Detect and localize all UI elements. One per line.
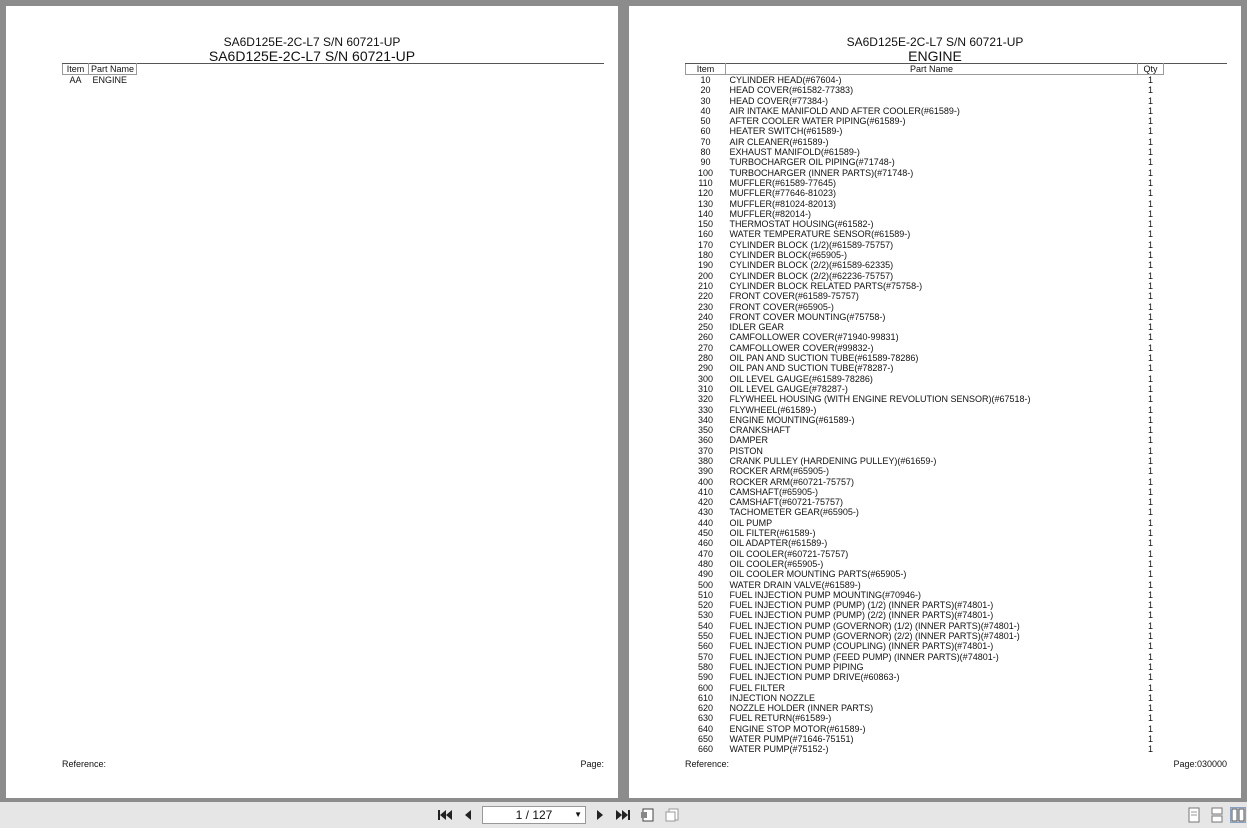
table-row	[686, 662, 1228, 672]
item-number: 30	[700, 95, 711, 106]
item-number: 460	[697, 538, 714, 549]
item-number: 450	[697, 528, 714, 539]
part-name: CYLINDER BLOCK (1/2)(#61589-75757)	[729, 239, 894, 250]
quantity: 1	[1147, 105, 1153, 116]
table-row	[686, 332, 1228, 342]
item-number: 420	[697, 497, 714, 508]
item-number: 60	[700, 126, 711, 137]
part-name: CYLINDER BLOCK RELATED PARTS(#75758-)	[729, 280, 923, 291]
left-page	[6, 6, 618, 798]
page-header-model: SA6D125E-2C-L7 S/N 60721-UP	[223, 35, 401, 49]
table-row	[686, 580, 1228, 590]
part-name: FUEL INJECTION PUMP (PUMP) (2/2) (INNER PARTS)(#74801-)	[729, 610, 994, 621]
part-name: WATER TEMPERATURE SENSOR(#61589-)	[729, 229, 911, 240]
table-row	[686, 610, 1228, 620]
table-row	[63, 75, 605, 86]
part-name: CAMFOLLOWER COVER(#71940-99831)	[729, 332, 899, 343]
item-number: 260	[697, 332, 714, 343]
item-number: 610	[697, 692, 714, 703]
item-number: 200	[697, 270, 714, 281]
quantity: 1	[1147, 373, 1153, 384]
parts-table	[685, 63, 1227, 755]
item-number: 500	[697, 579, 714, 590]
table-row	[686, 281, 1228, 291]
quantity: 1	[1147, 713, 1153, 724]
table-row	[686, 302, 1228, 312]
page-indicator: 1 / 127	[515, 808, 553, 822]
quantity: 1	[1147, 260, 1153, 271]
item-number: 150	[697, 219, 714, 230]
item-number: 350	[697, 425, 714, 436]
quantity: 1	[1147, 692, 1153, 703]
quantity: 1	[1147, 291, 1153, 302]
quantity: 1	[1147, 280, 1153, 291]
quantity: 1	[1147, 610, 1153, 621]
right-page	[629, 6, 1241, 798]
two-page-view-icon[interactable]	[1230, 807, 1246, 823]
part-name: ENGINE	[92, 75, 128, 85]
part-name: MUFFLER(#81024-82013)	[729, 198, 837, 209]
item-number: 110	[698, 177, 713, 188]
column-header-part-name: Part Name	[726, 64, 1138, 75]
table-row	[686, 178, 1228, 188]
table-row	[686, 507, 1228, 517]
table-row	[686, 415, 1228, 425]
quantity: 1	[1147, 229, 1153, 240]
item-number: 250	[697, 322, 714, 333]
part-name: ROCKER ARM(#60721-75757)	[729, 476, 855, 487]
part-name: CAMFOLLOWER COVER(#99832-)	[729, 342, 874, 353]
quantity: 1	[1147, 703, 1153, 714]
part-name: WATER DRAIN VALVE(#61589-)	[729, 579, 861, 590]
table-row	[686, 168, 1228, 178]
table-row	[686, 374, 1228, 384]
quantity: 1	[1147, 219, 1153, 230]
item-number: 140	[697, 208, 714, 219]
quantity: 1	[1147, 425, 1153, 436]
quantity: 1	[1147, 445, 1153, 456]
column-header-item: Item	[686, 64, 726, 75]
item-number: 590	[697, 672, 714, 683]
part-name: CAMSHAFT(#65905-)	[729, 486, 819, 497]
part-name: DAMPER	[729, 435, 769, 446]
item-number: 300	[697, 373, 714, 384]
part-name: OIL PAN AND SUCTION TUBE(#78287-)	[729, 363, 894, 374]
pdf-toolbar	[0, 802, 1247, 828]
table-row	[686, 322, 1228, 332]
item-number: 240	[697, 311, 714, 322]
table-row	[686, 250, 1228, 260]
part-name: ENGINE STOP MOTOR(#61589-)	[729, 723, 866, 734]
item-number: 470	[697, 548, 714, 559]
item-number: 120	[697, 188, 714, 199]
item-number: 210	[697, 280, 714, 291]
item-number: 630	[697, 713, 714, 724]
item-number: 430	[697, 507, 714, 518]
quantity: 1	[1147, 507, 1153, 518]
quantity: 1	[1147, 651, 1153, 662]
table-row	[686, 703, 1228, 713]
part-name: CRANK PULLEY (HARDENING PULLEY)(#61659-)	[729, 455, 937, 466]
reference-label: Reference:	[685, 759, 730, 769]
quantity: 1	[1147, 126, 1153, 137]
item-number: 10	[700, 75, 711, 85]
quantity: 1	[1147, 353, 1153, 364]
table-row	[686, 126, 1228, 136]
table-row	[686, 405, 1228, 415]
table-row	[686, 353, 1228, 363]
item-number: 530	[697, 610, 714, 621]
item-number: 380	[697, 455, 714, 466]
item-number: 40	[700, 105, 711, 116]
quantity: 1	[1147, 744, 1153, 755]
item-number: 410	[697, 486, 714, 497]
table-row	[686, 590, 1228, 600]
part-name: FUEL INJECTION PUMP (GOVERNOR) (1/2) (INNER PARTS)(#74801-)	[729, 620, 1020, 631]
last-page-icon[interactable]	[615, 807, 631, 823]
part-name: AFTER COOLER WATER PIPING(#61589-)	[729, 116, 906, 127]
quantity: 1	[1147, 528, 1153, 539]
quantity: 1	[1147, 661, 1153, 672]
part-name: EXHAUST MANIFOLD(#61589-)	[729, 147, 860, 158]
item-number: 620	[697, 703, 714, 714]
column-header-part-name: Part Name	[89, 64, 137, 75]
quantity: 1	[1147, 363, 1153, 374]
fit-width-icon[interactable]	[664, 807, 680, 823]
item-number: 550	[697, 631, 714, 642]
item-number: 280	[697, 353, 714, 364]
table-row	[686, 672, 1228, 682]
part-name: IDLER GEAR	[729, 322, 785, 333]
part-name: OIL LEVEL GAUGE(#61589-78286)	[729, 373, 873, 384]
quantity: 1	[1147, 383, 1153, 394]
table-row	[686, 734, 1228, 744]
table-row	[686, 652, 1228, 662]
part-name: FRONT COVER(#61589-75757)	[729, 291, 859, 302]
item-number: 220	[697, 291, 714, 302]
page-number-label: Page:030000	[1173, 759, 1227, 769]
table-row	[686, 219, 1228, 229]
table-row	[686, 497, 1228, 507]
item-number: 570	[697, 651, 714, 662]
column-header-item: Item	[63, 64, 89, 75]
item-number: 320	[697, 394, 714, 405]
part-name: CRANKSHAFT	[729, 425, 791, 436]
page-header-model: SA6D125E-2C-L7 S/N 60721-UP	[846, 35, 1024, 49]
quantity: 1	[1147, 208, 1153, 219]
part-name: HEATER SWITCH(#61589-)	[729, 126, 843, 137]
table-row	[686, 229, 1228, 239]
table-row	[686, 538, 1228, 548]
item-number: 400	[697, 476, 714, 487]
table-row	[686, 528, 1228, 538]
table-row	[686, 157, 1228, 167]
quantity: 1	[1147, 116, 1153, 127]
item-number: 520	[697, 600, 714, 611]
quantity: 1	[1147, 239, 1153, 250]
quantity: 1	[1147, 641, 1153, 652]
part-name: WATER PUMP(#71646-75151)	[729, 734, 854, 744]
item-number: 510	[697, 589, 714, 600]
quantity: 1	[1147, 682, 1153, 693]
quantity: 1	[1147, 517, 1153, 528]
quantity: 1	[1147, 569, 1153, 580]
table-row	[686, 363, 1228, 373]
page-title: SA6D125E-2C-L7 S/N 60721-UP	[208, 48, 416, 64]
item-number: 160	[697, 229, 714, 240]
part-name: FUEL INJECTION PUMP (COUPLING) (INNER PARTS)(#74801-)	[729, 641, 994, 652]
quantity: 1	[1147, 734, 1153, 744]
prev-page-icon[interactable]	[460, 807, 476, 823]
item-number: 650	[697, 734, 714, 744]
table-row	[686, 518, 1228, 528]
quantity: 1	[1147, 620, 1153, 631]
item-number: 340	[697, 414, 714, 425]
table-row	[686, 693, 1228, 703]
quantity: 1	[1147, 476, 1153, 487]
item-number: 100	[697, 167, 714, 178]
table-row	[686, 260, 1228, 270]
quantity: 1	[1147, 167, 1153, 178]
part-name: FUEL RETURN(#61589-)	[729, 713, 832, 724]
item-number: 660	[697, 744, 714, 755]
part-name: FRONT COVER MOUNTING(#75758-)	[729, 311, 886, 322]
table-row	[686, 343, 1228, 353]
item-number: 130	[697, 198, 714, 209]
part-name: TURBOCHARGER OIL PIPING(#71748-)	[729, 157, 895, 168]
part-name: TACHOMETER GEAR(#65905-)	[729, 507, 859, 518]
table-row	[686, 744, 1228, 754]
quantity: 1	[1147, 486, 1153, 497]
part-name: FUEL INJECTION PUMP DRIVE(#60863-)	[729, 672, 900, 683]
quantity: 1	[1147, 332, 1153, 343]
item-number: 290	[697, 363, 714, 374]
item-number: 390	[697, 466, 714, 477]
quantity: 1	[1147, 177, 1153, 188]
item-number: 560	[697, 641, 714, 652]
item-number: 70	[700, 136, 711, 147]
part-name: MUFFLER(#61589-77645)	[729, 177, 837, 188]
chevron-down-icon[interactable]: ▼	[574, 810, 582, 819]
item-number: AA	[69, 75, 82, 85]
quantity: 1	[1147, 198, 1153, 209]
part-name: MUFFLER(#77646-81023)	[729, 188, 837, 199]
part-name: INJECTION NOZZLE	[729, 692, 816, 703]
table-row	[686, 724, 1228, 734]
part-name: MUFFLER(#82014-)	[729, 208, 812, 219]
quantity: 1	[1147, 270, 1153, 281]
quantity: 1	[1147, 579, 1153, 590]
part-name: FUEL INJECTION PUMP (PUMP) (1/2) (INNER PARTS)(#74801-)	[729, 600, 994, 611]
item-number: 480	[697, 558, 714, 569]
part-name: HEAD COVER(#77384-)	[729, 95, 829, 106]
table-row	[686, 312, 1228, 322]
quantity: 1	[1147, 455, 1153, 466]
part-name: AIR CLEANER(#61589-)	[729, 136, 829, 147]
quantity: 1	[1147, 466, 1153, 477]
quantity: 1	[1147, 548, 1153, 559]
first-page-icon[interactable]	[437, 807, 453, 823]
part-name: CYLINDER BLOCK(#65905-)	[729, 250, 848, 261]
part-name: NOZZLE HOLDER (INNER PARTS)	[729, 703, 874, 714]
quantity: 1	[1147, 414, 1153, 425]
table-row	[686, 621, 1228, 631]
table-row	[686, 271, 1228, 281]
part-name: ROCKER ARM(#65905-)	[729, 466, 830, 477]
column-header-qty: Qty	[1138, 64, 1164, 75]
quantity: 1	[1147, 435, 1153, 446]
table-row	[686, 240, 1228, 250]
quantity: 1	[1147, 497, 1153, 508]
quantity: 1	[1147, 301, 1153, 312]
item-number: 440	[697, 517, 714, 528]
table-row	[686, 713, 1228, 723]
part-name: CAMSHAFT(#60721-75757)	[729, 497, 844, 508]
parts-table	[62, 63, 604, 85]
table-row	[686, 477, 1228, 487]
part-name: CYLINDER BLOCK (2/2)(#61589-62335)	[729, 260, 894, 271]
part-name: ENGINE MOUNTING(#61589-)	[729, 414, 855, 425]
table-row	[686, 199, 1228, 209]
item-number: 540	[697, 620, 714, 631]
part-name: FUEL INJECTION PUMP (FEED PUMP) (INNER PARTS)(#74801-)	[729, 651, 999, 662]
item-number: 190	[697, 260, 714, 271]
part-name: PISTON	[729, 445, 763, 456]
quantity: 1	[1147, 723, 1153, 734]
page-number-input[interactable]	[482, 806, 586, 824]
item-number: 640	[697, 723, 714, 734]
part-name: FUEL INJECTION PUMP MOUNTING(#70946-)	[729, 589, 922, 600]
quantity: 1	[1147, 558, 1153, 569]
quantity: 1	[1147, 250, 1153, 261]
part-name: THERMOSTAT HOUSING(#61582-)	[729, 219, 874, 230]
single-page-view-icon[interactable]	[1186, 807, 1202, 823]
item-number: 490	[697, 569, 714, 580]
table-row	[686, 559, 1228, 569]
table-row	[686, 209, 1228, 219]
quantity: 1	[1147, 600, 1153, 611]
table-row	[686, 384, 1228, 394]
quantity: 1	[1147, 95, 1153, 106]
quantity: 1	[1147, 394, 1153, 405]
table-row	[686, 446, 1228, 456]
table-row	[686, 96, 1228, 106]
item-number: 20	[700, 85, 711, 96]
item-number: 310	[697, 383, 714, 394]
part-name: TURBOCHARGER (INNER PARTS)(#71748-)	[729, 167, 914, 178]
table-row	[686, 631, 1228, 641]
quantity: 1	[1147, 342, 1153, 353]
part-name: FLYWHEEL HOUSING (WITH ENGINE REVOLUTION SENSOR)(#67518-)	[729, 394, 1031, 405]
part-name: FRONT COVER(#65905-)	[729, 301, 834, 312]
table-row	[686, 600, 1228, 610]
quantity: 1	[1147, 188, 1153, 199]
table-row	[686, 137, 1228, 147]
item-number: 600	[697, 682, 714, 693]
part-name: FUEL INJECTION PUMP (GOVERNOR) (2/2) (INNER PARTS)(#74801-)	[729, 631, 1020, 642]
item-number: 180	[697, 250, 714, 261]
quantity: 1	[1147, 75, 1153, 85]
table-row	[686, 188, 1228, 198]
part-name: WATER PUMP(#75152-)	[729, 744, 829, 755]
part-name: OIL LEVEL GAUGE(#78287-)	[729, 383, 848, 394]
quantity: 1	[1147, 136, 1153, 147]
part-name: CYLINDER HEAD(#67604-)	[729, 75, 842, 85]
table-row	[686, 85, 1228, 95]
table-row	[686, 75, 1228, 86]
next-page-icon[interactable]	[592, 807, 608, 823]
part-name: FLYWHEEL(#61589-)	[729, 404, 817, 415]
table-row	[686, 549, 1228, 559]
table-row	[686, 456, 1228, 466]
part-name: AIR INTAKE MANIFOLD AND AFTER COOLER(#61589-)	[729, 105, 960, 116]
table-row	[686, 683, 1228, 693]
part-name: FUEL FILTER	[729, 682, 786, 693]
part-name: CYLINDER BLOCK (2/2)(#62236-75757)	[729, 270, 894, 281]
table-row	[686, 641, 1228, 651]
part-name: OIL COOLER(#60721-75757)	[729, 548, 849, 559]
item-number: 330	[697, 404, 714, 415]
part-name: OIL ADAPTER(#61589-)	[729, 538, 828, 549]
quantity: 1	[1147, 311, 1153, 322]
quantity: 1	[1147, 589, 1153, 600]
part-name: HEAD COVER(#61582-77383)	[729, 85, 854, 96]
item-number: 170	[697, 239, 714, 250]
part-name: FUEL INJECTION PUMP PIPING	[729, 661, 864, 672]
table-row	[686, 569, 1228, 579]
table-row	[686, 487, 1228, 497]
item-number: 80	[700, 147, 711, 158]
reference-label: Reference:	[62, 759, 107, 769]
part-name: OIL PUMP	[729, 517, 773, 528]
table-row	[686, 466, 1228, 476]
quantity: 1	[1147, 157, 1153, 168]
item-number: 270	[697, 342, 714, 353]
quantity: 1	[1147, 404, 1153, 415]
item-number: 90	[700, 157, 711, 168]
table-row	[686, 394, 1228, 404]
quantity: 1	[1147, 322, 1153, 333]
quantity: 1	[1147, 631, 1153, 642]
item-number: 580	[697, 661, 714, 672]
part-name: OIL COOLER(#65905-)	[729, 558, 824, 569]
part-name: OIL COOLER MOUNTING PARTS(#65905-)	[729, 569, 907, 580]
quantity: 1	[1147, 85, 1153, 96]
continuous-view-icon[interactable]	[1209, 807, 1225, 823]
quantity: 1	[1147, 147, 1153, 158]
table-row	[686, 435, 1228, 445]
item-number: 370	[697, 445, 714, 456]
table-row	[686, 147, 1228, 157]
item-number: 360	[697, 435, 714, 446]
quantity: 1	[1147, 672, 1153, 683]
table-row	[686, 116, 1228, 126]
table-row	[686, 291, 1228, 301]
table-row	[686, 106, 1228, 116]
page-title: ENGINE	[908, 48, 962, 64]
part-name: OIL PAN AND SUCTION TUBE(#61589-78286)	[729, 353, 919, 364]
page-number-label: Page:	[580, 759, 604, 769]
item-number: 50	[700, 116, 711, 127]
item-number: 230	[697, 301, 714, 312]
quantity: 1	[1147, 538, 1153, 549]
table-row	[686, 425, 1228, 435]
part-name: OIL FILTER(#61589-)	[729, 528, 816, 539]
fit-page-icon[interactable]	[640, 807, 656, 823]
